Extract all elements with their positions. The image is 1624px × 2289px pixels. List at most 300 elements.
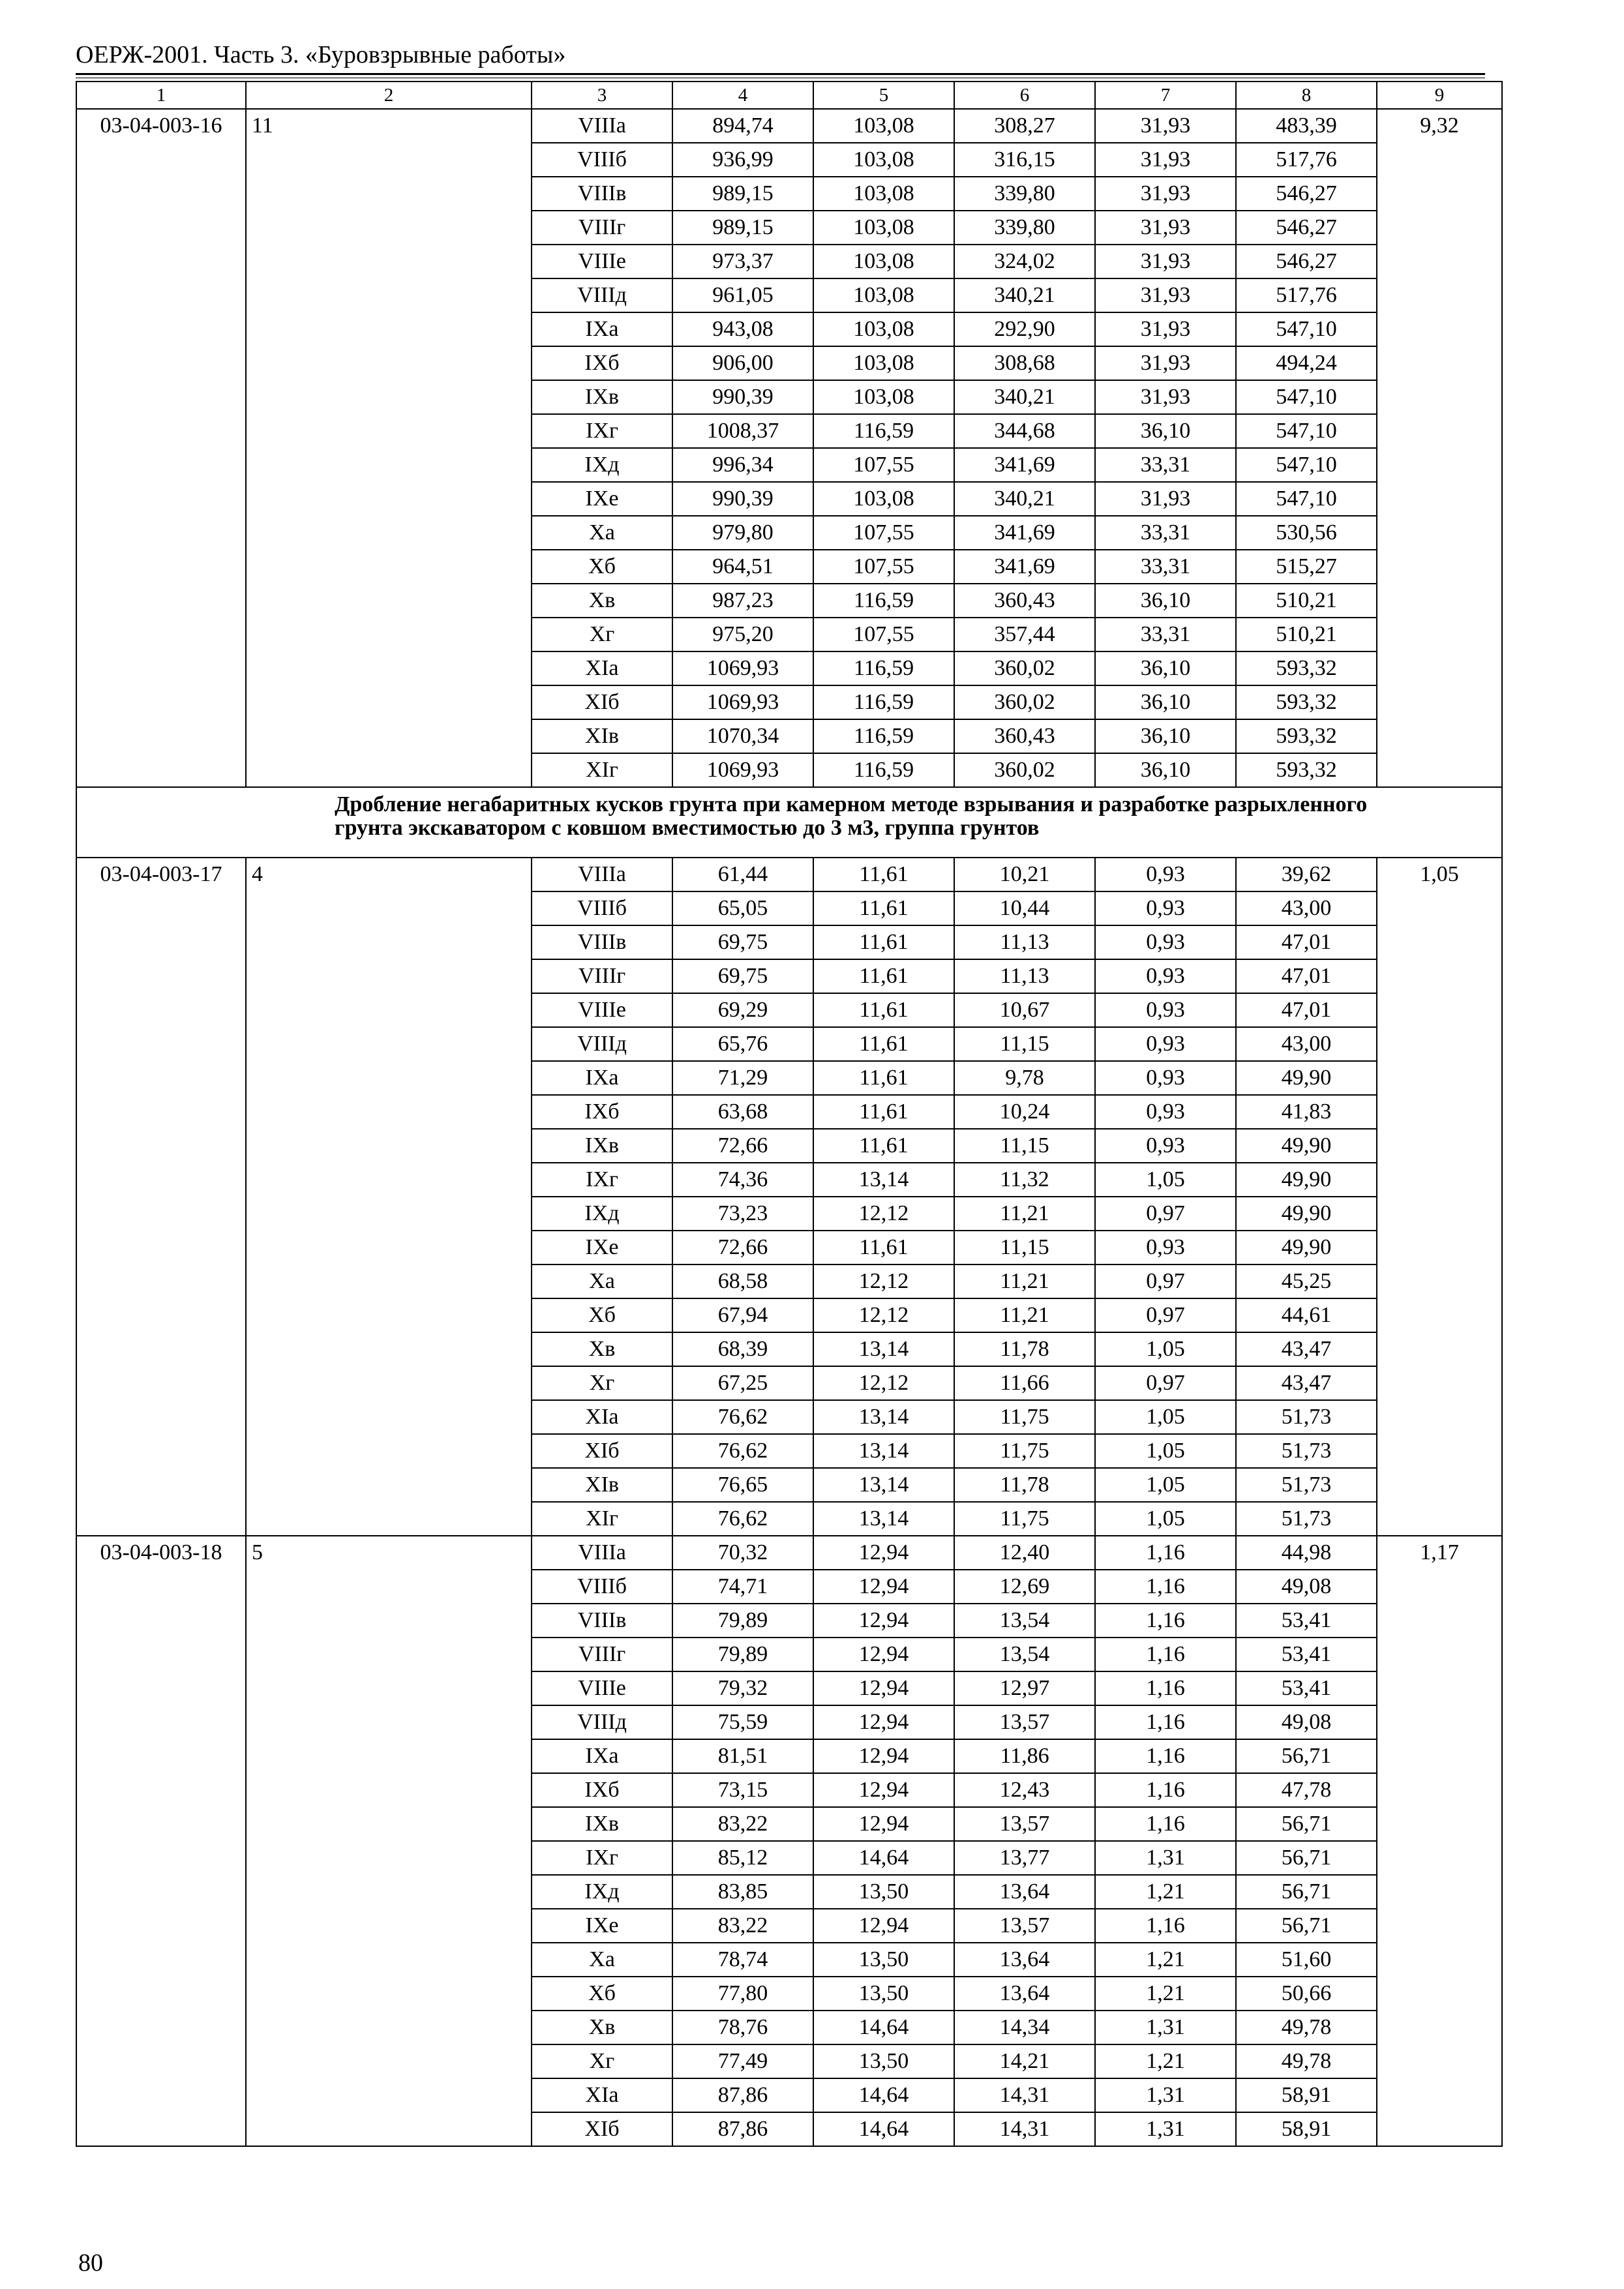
table-cell: 517,76 — [1236, 278, 1377, 312]
table-cell: 546,27 — [1236, 177, 1377, 211]
soil-group: IXв — [532, 1129, 672, 1163]
table-cell: 14,64 — [813, 2078, 954, 2112]
table-cell: 357,44 — [954, 618, 1095, 651]
table-cell: 13,14 — [813, 1400, 954, 1434]
soil-group: VIIIе — [532, 1671, 672, 1705]
table-cell: 61,44 — [672, 858, 813, 891]
table-cell: 103,08 — [813, 177, 954, 211]
table-cell: 0,97 — [1095, 1264, 1236, 1298]
table-cell: 56,71 — [1236, 1841, 1377, 1875]
table-cell: 12,94 — [813, 1773, 954, 1807]
table-cell: 13,14 — [813, 1434, 954, 1468]
table-cell: 14,34 — [954, 2011, 1095, 2044]
soil-group: VIIIа — [532, 858, 672, 891]
table-cell: 33,31 — [1095, 550, 1236, 584]
table-cell: 1,16 — [1095, 1604, 1236, 1638]
soil-group: VIIIе — [532, 245, 672, 278]
table-cell: 116,59 — [813, 719, 954, 753]
table-cell: 72,66 — [672, 1231, 813, 1264]
table-cell: 33,31 — [1095, 618, 1236, 651]
soil-group: XIв — [532, 1468, 672, 1502]
table-cell: 68,58 — [672, 1264, 813, 1298]
table-cell: 36,10 — [1095, 651, 1236, 685]
table-cell: 49,90 — [1236, 1231, 1377, 1264]
table-cell: 31,93 — [1095, 109, 1236, 143]
table-cell: 12,94 — [813, 1705, 954, 1739]
soil-group: VIIIг — [532, 1638, 672, 1671]
soil-group: Xв — [532, 2011, 672, 2044]
table-cell: 11,21 — [954, 1197, 1095, 1231]
table-cell: 12,97 — [954, 1671, 1095, 1705]
norm-code: 03-04-003-17 — [76, 858, 246, 1536]
table-cell: 0,93 — [1095, 1027, 1236, 1061]
soil-group: IXе — [532, 1909, 672, 1943]
table-cell: 339,80 — [954, 211, 1095, 245]
table-cell: 340,21 — [954, 278, 1095, 312]
table-cell: 1,16 — [1095, 1773, 1236, 1807]
table-cell: 69,75 — [672, 959, 813, 993]
soil-group: IXд — [532, 1875, 672, 1909]
table-cell: 1,21 — [1095, 2044, 1236, 2078]
table-cell: 116,59 — [813, 584, 954, 618]
table-cell: 360,02 — [954, 685, 1095, 719]
column-number: 6 — [954, 82, 1095, 109]
table-cell: 33,31 — [1095, 448, 1236, 482]
table-cell: 31,93 — [1095, 143, 1236, 177]
table-cell: 87,86 — [672, 2112, 813, 2146]
table-cell: 13,57 — [954, 1909, 1095, 1943]
page-number: 80 — [78, 2249, 103, 2277]
page-header-title: ОЕРЖ-2001. Часть 3. «Буровзрывные работы» — [76, 41, 566, 68]
table-cell: 36,10 — [1095, 719, 1236, 753]
table-cell: 63,68 — [672, 1095, 813, 1129]
table-cell: 31,93 — [1095, 312, 1236, 346]
table-cell: 47,01 — [1236, 925, 1377, 959]
table-cell: 83,22 — [672, 1909, 813, 1943]
soil-group: IXа — [532, 1739, 672, 1773]
soil-group: XIб — [532, 1434, 672, 1468]
table-cell: 47,01 — [1236, 959, 1377, 993]
soil-group: XIв — [532, 719, 672, 753]
norm-column-9: 1,17 — [1377, 1536, 1502, 2146]
table-cell: 1,16 — [1095, 1638, 1236, 1671]
table-cell: 1,16 — [1095, 1909, 1236, 1943]
table-cell: 11,13 — [954, 925, 1095, 959]
soil-group: Xг — [532, 1366, 672, 1400]
table-cell: 360,43 — [954, 719, 1095, 753]
table-cell: 1,31 — [1095, 2112, 1236, 2146]
table-cell: 13,14 — [813, 1163, 954, 1197]
table-cell: 547,10 — [1236, 312, 1377, 346]
table-cell: 547,10 — [1236, 448, 1377, 482]
table-cell: 45,25 — [1236, 1264, 1377, 1298]
table-cell: 593,32 — [1236, 753, 1377, 787]
table-cell: 53,41 — [1236, 1604, 1377, 1638]
table-cell: 103,08 — [813, 143, 954, 177]
table-cell: 1,05 — [1095, 1400, 1236, 1434]
table-cell: 78,74 — [672, 1943, 813, 1977]
table-cell: 979,80 — [672, 516, 813, 550]
soil-group: Xа — [532, 516, 672, 550]
header-rule-thick — [76, 73, 1485, 75]
soil-group: XIб — [532, 685, 672, 719]
table-cell: 1,05 — [1095, 1434, 1236, 1468]
table-cell: 11,75 — [954, 1502, 1095, 1536]
table-cell: 906,00 — [672, 346, 813, 380]
soil-group: VIIIв — [532, 925, 672, 959]
table-cell: 13,50 — [813, 1875, 954, 1909]
table-row — [76, 858, 1502, 891]
norm-code: 03-04-003-18 — [76, 1536, 246, 2146]
table-cell: 1,05 — [1095, 1468, 1236, 1502]
table-cell: 107,55 — [813, 618, 954, 651]
soil-group: Xв — [532, 1332, 672, 1366]
norm-column-9: 9,32 — [1377, 109, 1502, 787]
table-cell: 1,21 — [1095, 1977, 1236, 2011]
soil-group: Xа — [532, 1264, 672, 1298]
table-cell: 12,12 — [813, 1197, 954, 1231]
soil-group: VIIIб — [532, 143, 672, 177]
table-cell: 12,43 — [954, 1773, 1095, 1807]
soil-group: XIа — [532, 2078, 672, 2112]
column-number: 5 — [813, 82, 954, 109]
table-cell: 43,00 — [1236, 891, 1377, 925]
table-cell: 593,32 — [1236, 651, 1377, 685]
table-cell: 1,21 — [1095, 1875, 1236, 1909]
table-cell: 70,32 — [672, 1536, 813, 1570]
soil-group: Xб — [532, 1298, 672, 1332]
table-cell: 43,47 — [1236, 1366, 1377, 1400]
norms-table-body — [76, 82, 1502, 2146]
table-cell: 36,10 — [1095, 685, 1236, 719]
soil-group: VIIIд — [532, 278, 672, 312]
table-cell: 33,31 — [1095, 516, 1236, 550]
table-cell: 12,94 — [813, 1909, 954, 1943]
table-cell: 13,64 — [954, 1977, 1095, 2011]
table-cell: 47,01 — [1236, 993, 1377, 1027]
table-cell: 72,66 — [672, 1129, 813, 1163]
table-cell: 12,12 — [813, 1366, 954, 1400]
table-cell: 14,31 — [954, 2112, 1095, 2146]
table-cell: 31,93 — [1095, 380, 1236, 414]
table-cell: 12,94 — [813, 1638, 954, 1671]
table-cell: 0,93 — [1095, 959, 1236, 993]
table-cell: 76,62 — [672, 1502, 813, 1536]
table-cell: 324,02 — [954, 245, 1095, 278]
table-cell: 11,61 — [813, 1095, 954, 1129]
table-cell: 116,59 — [813, 414, 954, 448]
table-cell: 13,64 — [954, 1943, 1095, 1977]
soil-group: Xг — [532, 2044, 672, 2078]
table-cell: 11,86 — [954, 1739, 1095, 1773]
table-cell: 11,21 — [954, 1264, 1095, 1298]
table-cell: 12,94 — [813, 1570, 954, 1604]
table-cell: 11,61 — [813, 1231, 954, 1264]
table-cell: 49,90 — [1236, 1129, 1377, 1163]
table-cell: 81,51 — [672, 1739, 813, 1773]
table-cell: 547,10 — [1236, 380, 1377, 414]
table-cell: 31,93 — [1095, 177, 1236, 211]
table-cell: 593,32 — [1236, 719, 1377, 753]
table-cell: 103,08 — [813, 245, 954, 278]
table-cell: 0,93 — [1095, 891, 1236, 925]
soil-group: XIг — [532, 753, 672, 787]
table-cell: 11,61 — [813, 1129, 954, 1163]
table-cell: 79,89 — [672, 1638, 813, 1671]
table-cell: 51,73 — [1236, 1400, 1377, 1434]
table-cell: 344,68 — [954, 414, 1095, 448]
table-cell: 103,08 — [813, 482, 954, 516]
table-cell: 73,23 — [672, 1197, 813, 1231]
table-cell: 11,61 — [813, 993, 954, 1027]
table-cell: 51,73 — [1236, 1434, 1377, 1468]
norm-code: 03-04-003-16 — [76, 109, 246, 787]
table-cell: 9,78 — [954, 1061, 1095, 1095]
table-cell: 12,94 — [813, 1671, 954, 1705]
table-cell: 58,91 — [1236, 2112, 1377, 2146]
table-cell: 515,27 — [1236, 550, 1377, 584]
table-cell: 76,62 — [672, 1434, 813, 1468]
table-cell: 51,73 — [1236, 1502, 1377, 1536]
table-cell: 11,61 — [813, 959, 954, 993]
soil-group: Xв — [532, 584, 672, 618]
table-cell: 31,93 — [1095, 482, 1236, 516]
table-cell: 964,51 — [672, 550, 813, 584]
table-cell: 13,14 — [813, 1502, 954, 1536]
column-number: 8 — [1236, 82, 1377, 109]
table-cell: 546,27 — [1236, 245, 1377, 278]
table-cell: 13,50 — [813, 1943, 954, 1977]
soil-group: IXа — [532, 1061, 672, 1095]
table-cell: 65,05 — [672, 891, 813, 925]
column-number: 3 — [532, 82, 672, 109]
table-cell: 360,02 — [954, 651, 1095, 685]
soil-group: VIIIе — [532, 993, 672, 1027]
table-cell: 31,93 — [1095, 245, 1236, 278]
norm-column-2: 5 — [246, 1536, 532, 2146]
table-cell: 12,12 — [813, 1264, 954, 1298]
table-cell: 517,76 — [1236, 143, 1377, 177]
table-cell: 11,15 — [954, 1027, 1095, 1061]
table-cell: 1069,93 — [672, 753, 813, 787]
table-cell: 510,21 — [1236, 584, 1377, 618]
table-cell: 103,08 — [813, 380, 954, 414]
soil-group: VIIIв — [532, 177, 672, 211]
table-row — [76, 1536, 1502, 1570]
table-cell: 11,15 — [954, 1231, 1095, 1264]
column-number: 9 — [1377, 82, 1502, 109]
table-cell: 1,16 — [1095, 1570, 1236, 1604]
soil-group: IXг — [532, 414, 672, 448]
table-cell: 975,20 — [672, 618, 813, 651]
table-cell: 11,13 — [954, 959, 1095, 993]
table-cell: 1,05 — [1095, 1163, 1236, 1197]
table-cell: 13,14 — [813, 1468, 954, 1502]
column-number: 7 — [1095, 82, 1236, 109]
table-cell: 341,69 — [954, 516, 1095, 550]
table-cell: 116,59 — [813, 685, 954, 719]
soil-group: IXб — [532, 1095, 672, 1129]
table-cell: 14,21 — [954, 2044, 1095, 2078]
soil-group: IXд — [532, 448, 672, 482]
table-cell: 14,64 — [813, 1841, 954, 1875]
table-cell: 69,29 — [672, 993, 813, 1027]
table-cell: 1,05 — [1095, 1332, 1236, 1366]
table-cell: 14,64 — [813, 2011, 954, 2044]
section-title-row — [76, 787, 1502, 858]
table-cell: 56,71 — [1236, 1909, 1377, 1943]
table-cell: 107,55 — [813, 516, 954, 550]
soil-group: Xб — [532, 1977, 672, 2011]
table-cell: 41,83 — [1236, 1095, 1377, 1129]
table-cell: 990,39 — [672, 380, 813, 414]
table-cell: 103,08 — [813, 109, 954, 143]
table-cell: 87,86 — [672, 2078, 813, 2112]
table-cell: 316,15 — [954, 143, 1095, 177]
table-cell: 547,10 — [1236, 482, 1377, 516]
table-cell: 49,90 — [1236, 1061, 1377, 1095]
table-cell: 58,91 — [1236, 2078, 1377, 2112]
table-cell: 961,05 — [672, 278, 813, 312]
table-cell: 894,74 — [672, 109, 813, 143]
table-cell: 14,31 — [954, 2078, 1095, 2112]
table-cell: 494,24 — [1236, 346, 1377, 380]
table-cell: 0,93 — [1095, 1231, 1236, 1264]
soil-group: IXг — [532, 1841, 672, 1875]
soil-group: VIIIг — [532, 211, 672, 245]
table-cell: 78,76 — [672, 2011, 813, 2044]
soil-group: IXб — [532, 346, 672, 380]
table-cell: 76,65 — [672, 1468, 813, 1502]
soil-group: XIа — [532, 1400, 672, 1434]
table-cell: 1,16 — [1095, 1536, 1236, 1570]
table-cell: 49,78 — [1236, 2011, 1377, 2044]
soil-group: VIIIа — [532, 109, 672, 143]
table-cell: 943,08 — [672, 312, 813, 346]
table-cell: 11,61 — [813, 858, 954, 891]
table-cell: 11,78 — [954, 1332, 1095, 1366]
table-cell: 49,90 — [1236, 1163, 1377, 1197]
table-cell: 12,40 — [954, 1536, 1095, 1570]
table-cell: 51,60 — [1236, 1943, 1377, 1977]
table-cell: 12,94 — [813, 1739, 954, 1773]
table-cell: 340,21 — [954, 482, 1095, 516]
column-number: 2 — [246, 82, 532, 109]
soil-group: IXе — [532, 1231, 672, 1264]
table-cell: 13,57 — [954, 1807, 1095, 1841]
table-cell: 360,02 — [954, 753, 1095, 787]
table-cell: 50,66 — [1236, 1977, 1377, 2011]
table-cell: 47,78 — [1236, 1773, 1377, 1807]
table-cell: 1,16 — [1095, 1807, 1236, 1841]
table-cell: 73,15 — [672, 1773, 813, 1807]
table-cell: 11,32 — [954, 1163, 1095, 1197]
table-cell: 13,50 — [813, 1977, 954, 2011]
table-cell: 0,93 — [1095, 993, 1236, 1027]
soil-group: Xб — [532, 550, 672, 584]
table-cell: 1,16 — [1095, 1671, 1236, 1705]
table-cell: 308,68 — [954, 346, 1095, 380]
column-number-row — [76, 82, 1502, 109]
soil-group: VIIIг — [532, 959, 672, 993]
table-cell: 13,50 — [813, 2044, 954, 2078]
table-cell: 530,56 — [1236, 516, 1377, 550]
table-cell: 0,93 — [1095, 1095, 1236, 1129]
table-cell: 13,14 — [813, 1332, 954, 1366]
table-cell: 1,31 — [1095, 2078, 1236, 2112]
norm-column-2: 11 — [246, 109, 532, 787]
table-cell: 11,75 — [954, 1434, 1095, 1468]
table-cell: 67,25 — [672, 1366, 813, 1400]
table-cell: 0,97 — [1095, 1366, 1236, 1400]
table-cell: 65,76 — [672, 1027, 813, 1061]
table-cell: 12,94 — [813, 1536, 954, 1570]
table-cell: 49,08 — [1236, 1570, 1377, 1604]
table-cell: 987,23 — [672, 584, 813, 618]
table-cell: 79,89 — [672, 1604, 813, 1638]
soil-group: IXа — [532, 312, 672, 346]
table-cell: 51,73 — [1236, 1468, 1377, 1502]
table-cell: 116,59 — [813, 651, 954, 685]
table-cell: 107,55 — [813, 448, 954, 482]
soil-group: IXв — [532, 1807, 672, 1841]
table-cell: 547,10 — [1236, 414, 1377, 448]
table-cell: 83,85 — [672, 1875, 813, 1909]
table-cell: 49,90 — [1236, 1197, 1377, 1231]
table-cell: 77,49 — [672, 2044, 813, 2078]
table-cell: 13,64 — [954, 1875, 1095, 1909]
table-cell: 339,80 — [954, 177, 1095, 211]
soil-group: IXе — [532, 482, 672, 516]
table-cell: 1069,93 — [672, 651, 813, 685]
table-cell: 43,47 — [1236, 1332, 1377, 1366]
soil-group: VIIIб — [532, 1570, 672, 1604]
table-cell: 107,55 — [813, 550, 954, 584]
table-cell: 67,94 — [672, 1298, 813, 1332]
table-cell: 83,22 — [672, 1807, 813, 1841]
table-cell: 1069,93 — [672, 685, 813, 719]
table-cell: 973,37 — [672, 245, 813, 278]
table-cell: 12,12 — [813, 1298, 954, 1332]
table-cell: 36,10 — [1095, 584, 1236, 618]
table-cell: 989,15 — [672, 211, 813, 245]
table-row — [76, 109, 1502, 143]
soil-group: VIIIв — [532, 1604, 672, 1638]
table-cell: 11,61 — [813, 925, 954, 959]
table-cell: 103,08 — [813, 346, 954, 380]
soil-group: Xг — [532, 618, 672, 651]
table-cell: 39,62 — [1236, 858, 1377, 891]
table-cell: 1070,34 — [672, 719, 813, 753]
table-cell: 85,12 — [672, 1841, 813, 1875]
table-cell: 103,08 — [813, 211, 954, 245]
table-cell: 44,61 — [1236, 1298, 1377, 1332]
table-cell: 53,41 — [1236, 1671, 1377, 1705]
table-cell: 1,16 — [1095, 1739, 1236, 1773]
table-cell: 341,69 — [954, 448, 1095, 482]
soil-group: XIа — [532, 651, 672, 685]
table-cell: 13,57 — [954, 1705, 1095, 1739]
norms-table — [76, 81, 1503, 2147]
table-cell: 76,62 — [672, 1400, 813, 1434]
table-cell: 10,67 — [954, 993, 1095, 1027]
soil-group: VIIIб — [532, 891, 672, 925]
table-cell: 0,93 — [1095, 1129, 1236, 1163]
table-cell: 483,39 — [1236, 109, 1377, 143]
table-cell: 0,93 — [1095, 1061, 1236, 1095]
soil-group: Xа — [532, 1943, 672, 1977]
table-cell: 546,27 — [1236, 211, 1377, 245]
